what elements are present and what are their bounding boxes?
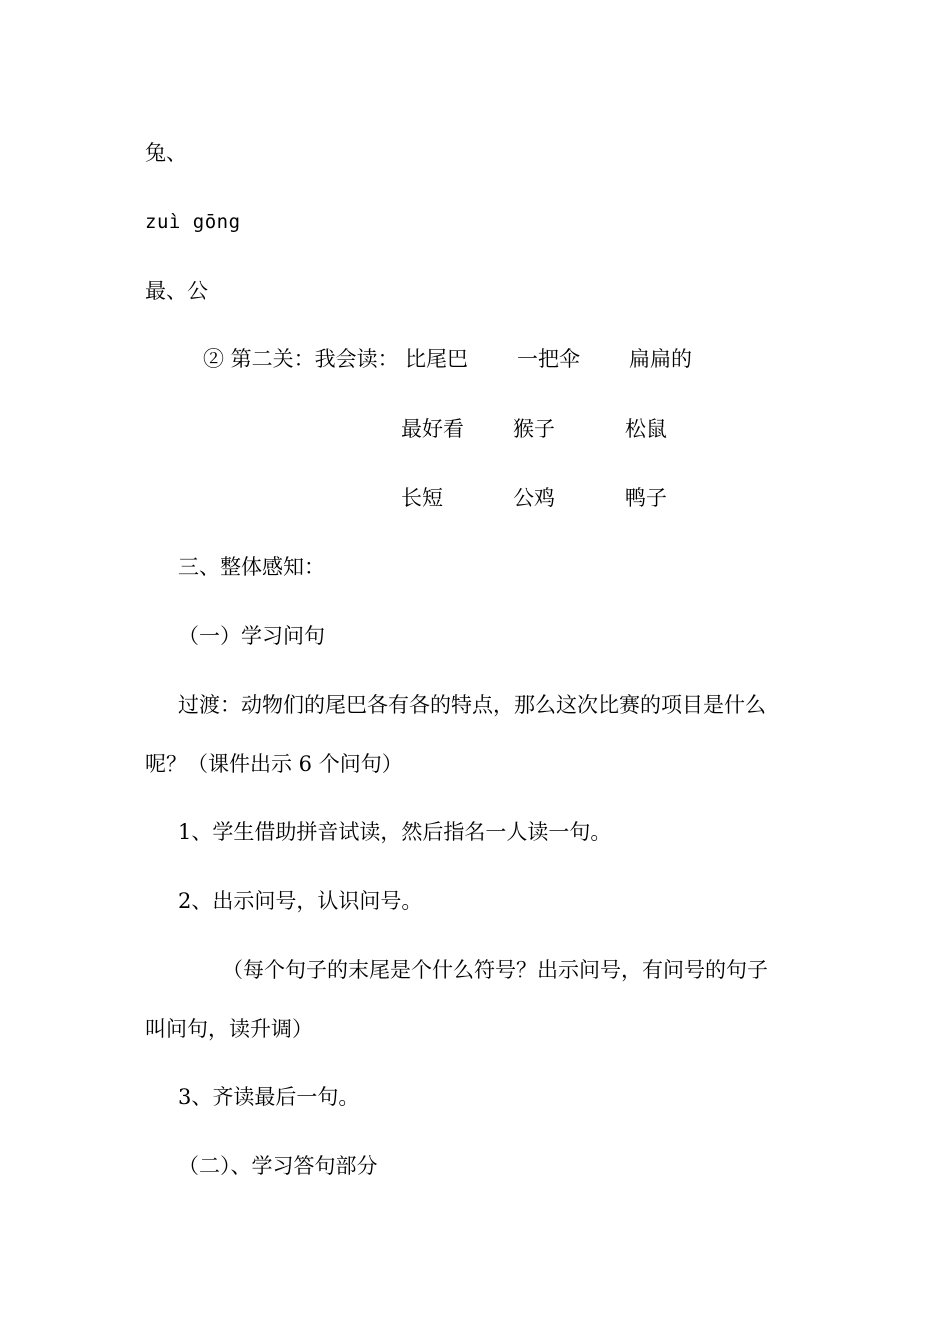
word: 长短 xyxy=(401,486,443,510)
step-item: 1、学生借助拼音试读，然后指名一人读一句。 xyxy=(178,820,612,844)
step-item: 2、出示问号，认识问号。 xyxy=(178,889,423,913)
word: 鸭子 xyxy=(625,486,667,510)
paragraph-line: （每个句子的末尾是个什么符号？出示问号，有问号的句子 xyxy=(222,958,768,982)
subsection-heading: （二）、学习答句部分 xyxy=(178,1154,378,1178)
word: 比尾巴 xyxy=(405,347,468,371)
character-line: 最、公 xyxy=(145,279,208,303)
subsection-heading: （一）学习问句 xyxy=(178,624,325,648)
word: 松鼠 xyxy=(625,417,667,441)
step-item: 3、齐读最后一句。 xyxy=(178,1085,360,1109)
level-two-row xyxy=(203,345,399,373)
paragraph-line: 呢？（课件出示 6 个问句） xyxy=(145,752,403,776)
word: 一把伞 xyxy=(517,347,580,371)
character-line: 兔、 xyxy=(145,141,187,165)
pinyin-line: zuì gōng xyxy=(145,211,241,233)
section-heading: 三、整体感知： xyxy=(178,555,325,579)
word: 猴子 xyxy=(513,417,555,441)
level-two-label: ② 第二关：我会读： xyxy=(203,347,399,371)
paragraph-line: 叫问句，读升调） xyxy=(145,1017,313,1041)
word: 扁扁的 xyxy=(629,347,692,371)
word: 最好看 xyxy=(401,417,464,441)
word: 公鸡 xyxy=(513,486,555,510)
paragraph-line: 过渡：动物们的尾巴各有各的特点，那么这次比赛的项目是什么 xyxy=(178,693,766,717)
